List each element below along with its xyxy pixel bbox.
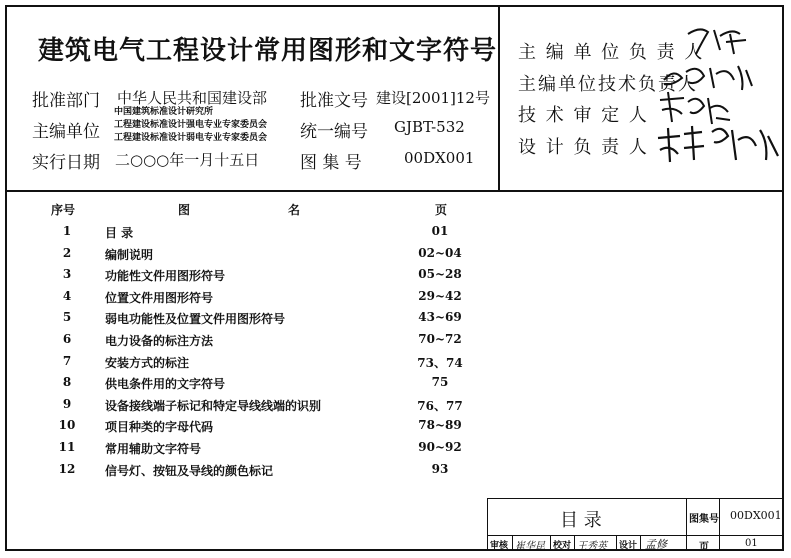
row-name: 位置文件用图形符号 [105,290,214,305]
design-lead-signature [654,120,784,170]
editor-unit-line-1: 中国建筑标准设计研究所 [114,107,214,117]
list-item [0,440,500,462]
row-number: 7 [62,353,72,368]
title-block-div-2 [719,498,720,551]
col-header-no: 序号 [51,203,76,217]
effective-date-label: 实行日期 [32,153,100,173]
header-bottom-line [5,190,784,192]
row-page: 29~42 [418,288,462,303]
row-number: 10 [58,418,76,433]
row-name: 弱电功能性及位置文件用图形符号 [105,312,286,327]
row-page: 76、77 [417,398,463,413]
tb-sig-div-e [640,536,641,551]
design-label: 设计 [619,541,638,551]
atlas-no-label: 图 集 号 [300,153,362,173]
row-name: 安装方式的标注 [105,355,190,370]
sheet-title: 目 录 [560,510,602,531]
row-name: 项目种类的字母代码 [105,420,214,435]
list-item [0,418,500,440]
effective-date-value: 二○○○年一月十五日 [115,151,260,169]
row-number: 3 [62,267,72,282]
design-signature: 孟修 [645,538,667,551]
row-page: 70~72 [418,332,462,346]
col-header-name-2: 名 [288,203,301,217]
row-number: 8 [62,375,72,390]
tb-atlas-no-label: 图集号 [689,514,719,525]
list-item [0,332,500,354]
approval-dept-label: 批准部门 [32,91,100,111]
row-page: 73、74 [417,355,463,370]
row-number: 4 [62,288,72,303]
row-number: 2 [62,245,72,260]
atlas-no-value: 00DX001 [404,149,475,167]
row-number: 5 [62,310,72,325]
tb-sig-div-c [574,536,575,551]
approval-doc-label: 批准文号 [300,91,368,111]
row-page: 02~04 [418,245,462,260]
list-item [0,267,500,289]
col-header-name-1: 图 [178,203,191,217]
check-label: 校对 [553,541,572,551]
list-item [0,310,500,332]
unified-no-label: 统一编号 [300,122,368,142]
list-item [0,246,500,268]
editor-unit-line-2: 工程建设标准设计强电专业专家委员会 [114,120,268,130]
row-page: 43~69 [418,310,462,325]
list-item [0,375,500,397]
row-name: 设备接线端子标记和特定导线线端的识别 [105,398,322,413]
list-item [0,397,500,419]
header-vertical-divider [498,5,500,191]
row-number: 9 [62,396,72,411]
list-item [0,462,500,484]
row-page: 78~89 [418,418,462,433]
review-signature: 崔华昆 [515,541,545,552]
design-lead-label: 设 计 负 责 人 [518,137,649,158]
unified-no-value: GJBT-532 [394,118,465,136]
tb-sig-div-d [616,536,617,551]
row-page: 90~92 [418,440,462,454]
row-number: 12 [58,461,76,476]
list-item [0,289,500,311]
check-signature: 王秀英 [577,541,607,552]
chief-editor-signature [680,20,755,60]
row-page: 05~28 [418,267,462,282]
row-name: 供电条件用的文字符号 [105,377,226,392]
list-item [0,224,500,246]
editor-unit-line-3: 工程建设标准设计弱电专业专家委员会 [114,133,268,143]
col-header-page: 页 [435,203,448,217]
tb-sig-div-a [512,536,513,551]
editor-unit-label: 主编单位 [32,122,100,142]
row-name: 编制说明 [105,247,154,262]
list-item [0,354,500,376]
row-number: 1 [62,224,72,238]
chief-editor-label: 主 编 单 位 负 责 人 [518,42,705,63]
row-page: 01 [431,224,449,238]
title-block-div-1 [686,498,687,551]
title-block-mid-line [487,535,784,536]
tech-review-label: 技 术 审 定 人 [518,105,649,126]
tb-page-label: 页 [699,542,709,553]
row-name: 目 录 [105,226,134,240]
tb-page-value: 01 [745,538,758,549]
row-number: 11 [58,440,76,454]
row-name: 功能性文件用图形符号 [105,269,226,284]
row-name: 信号灯、按钮及导线的颜色标记 [105,463,274,478]
row-name: 常用辅助文字符号 [105,442,202,456]
row-page: 93 [431,461,449,476]
page-title: 建筑电气工程设计常用图形和文字符号 [38,36,498,66]
approval-dept-value: 中华人民共和国建设部 [117,89,268,107]
review-label: 审核 [490,541,509,551]
row-page: 75 [431,375,449,390]
tech-lead-label: 主编单位技术负责人 [518,74,698,95]
approval-doc-value: 建设[2001]12号 [376,89,490,107]
row-number: 6 [62,332,72,346]
tb-sig-div-b [550,536,551,551]
tb-atlas-no-value: 00DX001 [730,509,782,522]
row-name: 电力设备的标注方法 [105,334,214,348]
